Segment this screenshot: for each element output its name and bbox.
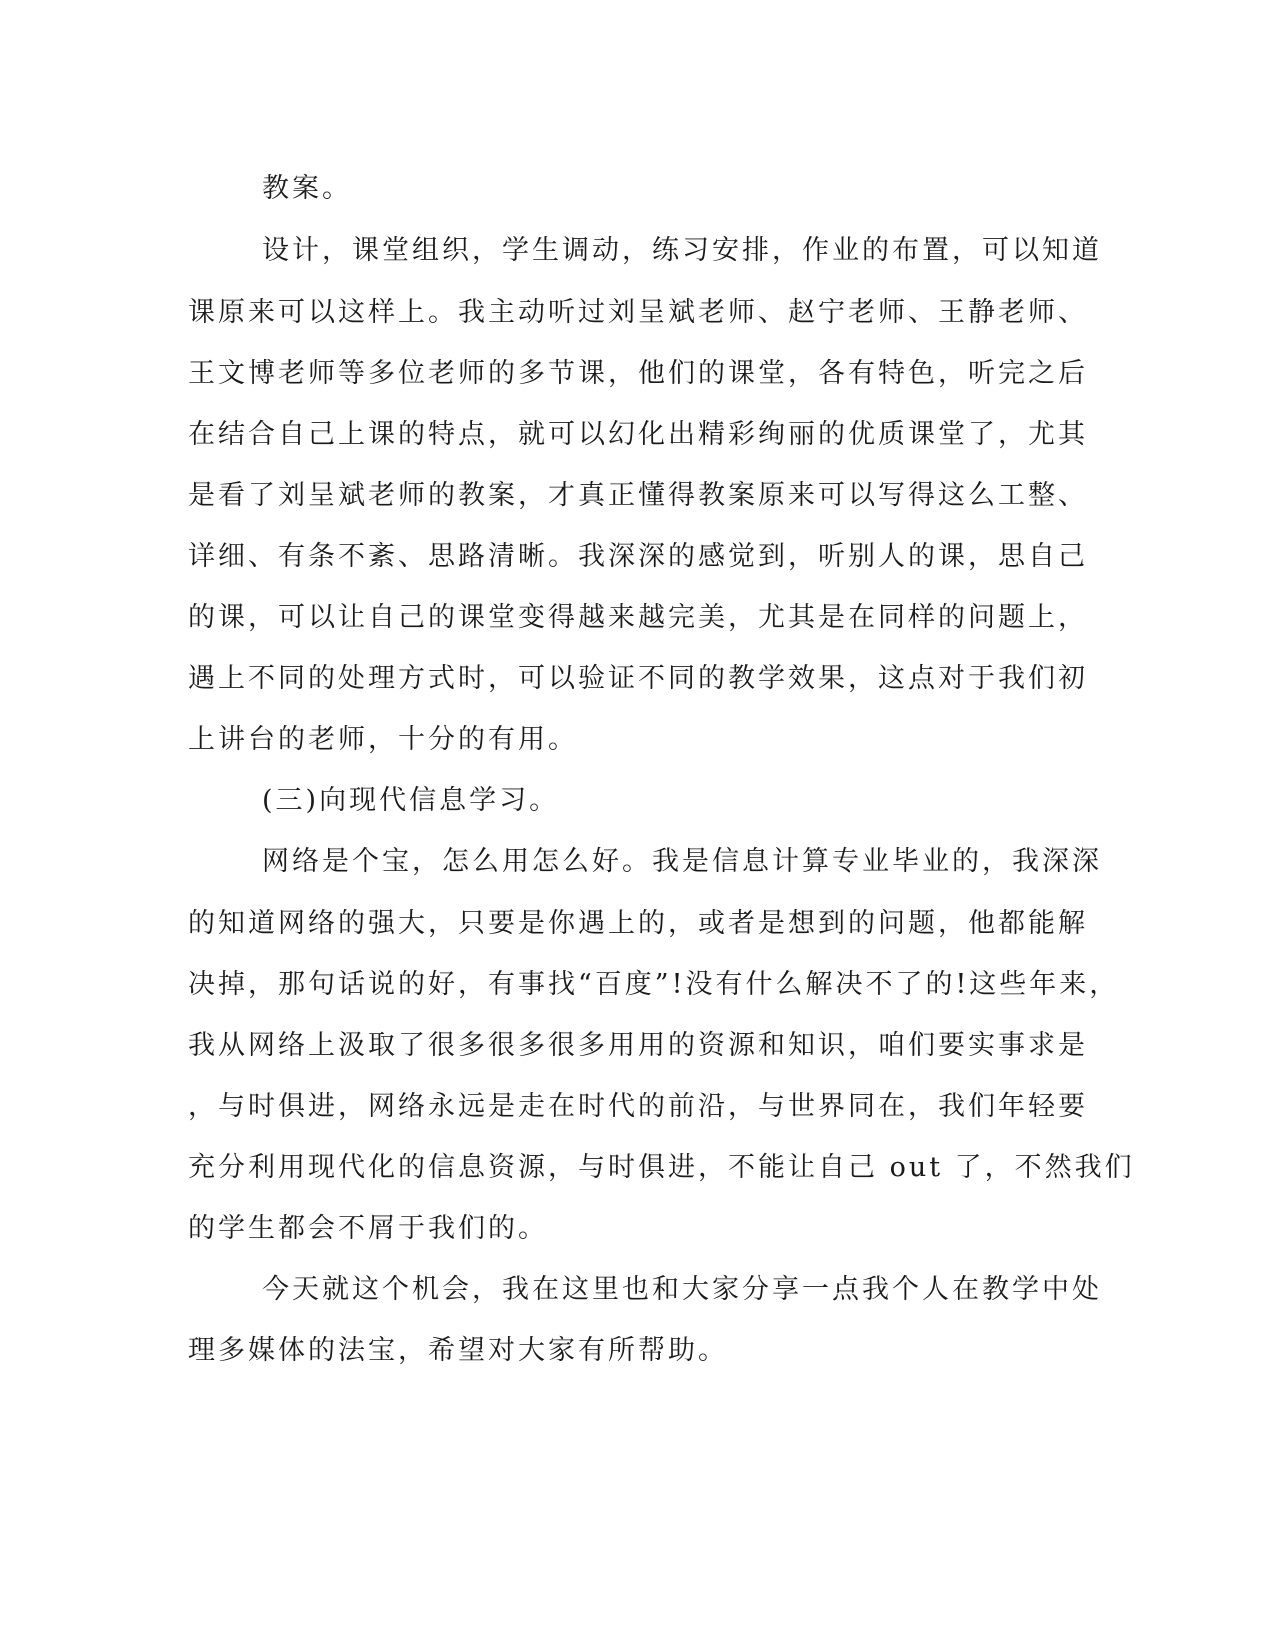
paragraph-line: 决掉，那句话说的好，有事找“百度”!没有什么解决不了的!这些年来， (188, 969, 1120, 1000)
paragraph-line: 充分利用现代化的信息资源，与时俱进，不能让自己 out 了，不然我们 (188, 1152, 1135, 1183)
paragraph-line: 上讲台的老师，十分的有用。 (188, 724, 578, 755)
paragraph-line: 课原来可以这样上。我主动听过刘呈斌老师、赵宁老师、王静老师、 (188, 297, 1088, 328)
paragraph-line: 网络是个宝，怎么用怎么好。我是信息计算专业毕业的，我深深 (262, 846, 1102, 877)
paragraph-line: 在结合自己上课的特点，就可以幻化出精彩绚丽的优质课堂了，尤其 (188, 419, 1088, 450)
paragraph-line: 是看了刘呈斌老师的教案，才真正懂得教案原来可以写得这么工整、 (188, 480, 1088, 511)
paragraph-line: 的学生都会不屑于我们的。 (188, 1213, 548, 1244)
paragraph-line: 我从网络上汲取了很多很多很多用用的资源和知识，咱们要实事求是 (188, 1030, 1088, 1061)
paragraph-line: ，与时俱进，网络永远是走在时代的前沿，与世界同在，我们年轻要 (188, 1091, 1088, 1122)
paragraph-line: 遇上不同的处理方式时，可以验证不同的教学效果，这点对于我们初 (188, 663, 1088, 694)
paragraph-line: 理多媒体的法宝，希望对大家有所帮助。 (188, 1335, 728, 1366)
section-heading: (三)向现代信息学习。 (262, 785, 560, 816)
paragraph-line: 的知道网络的强大，只要是你遇上的，或者是想到的问题，他都能解 (188, 908, 1088, 939)
paragraph-line: 教案。 (262, 173, 352, 204)
paragraph-line: 的课，可以让自己的课堂变得越来越完美，尤其是在同样的问题上， (188, 602, 1088, 633)
paragraph-line: 王文博老师等多位老师的多节课，他们的课堂，各有特色，听完之后 (188, 358, 1088, 389)
paragraph-line: 详细、有条不紊、思路清晰。我深深的感觉到，听别人的课，思自己 (188, 541, 1088, 572)
paragraph-line: 设计，课堂组织，学生调动，练习安排，作业的布置，可以知道 (262, 235, 1102, 266)
paragraph-line: 今天就这个机会，我在这里也和大家分享一点我个人在教学中处 (262, 1274, 1102, 1305)
